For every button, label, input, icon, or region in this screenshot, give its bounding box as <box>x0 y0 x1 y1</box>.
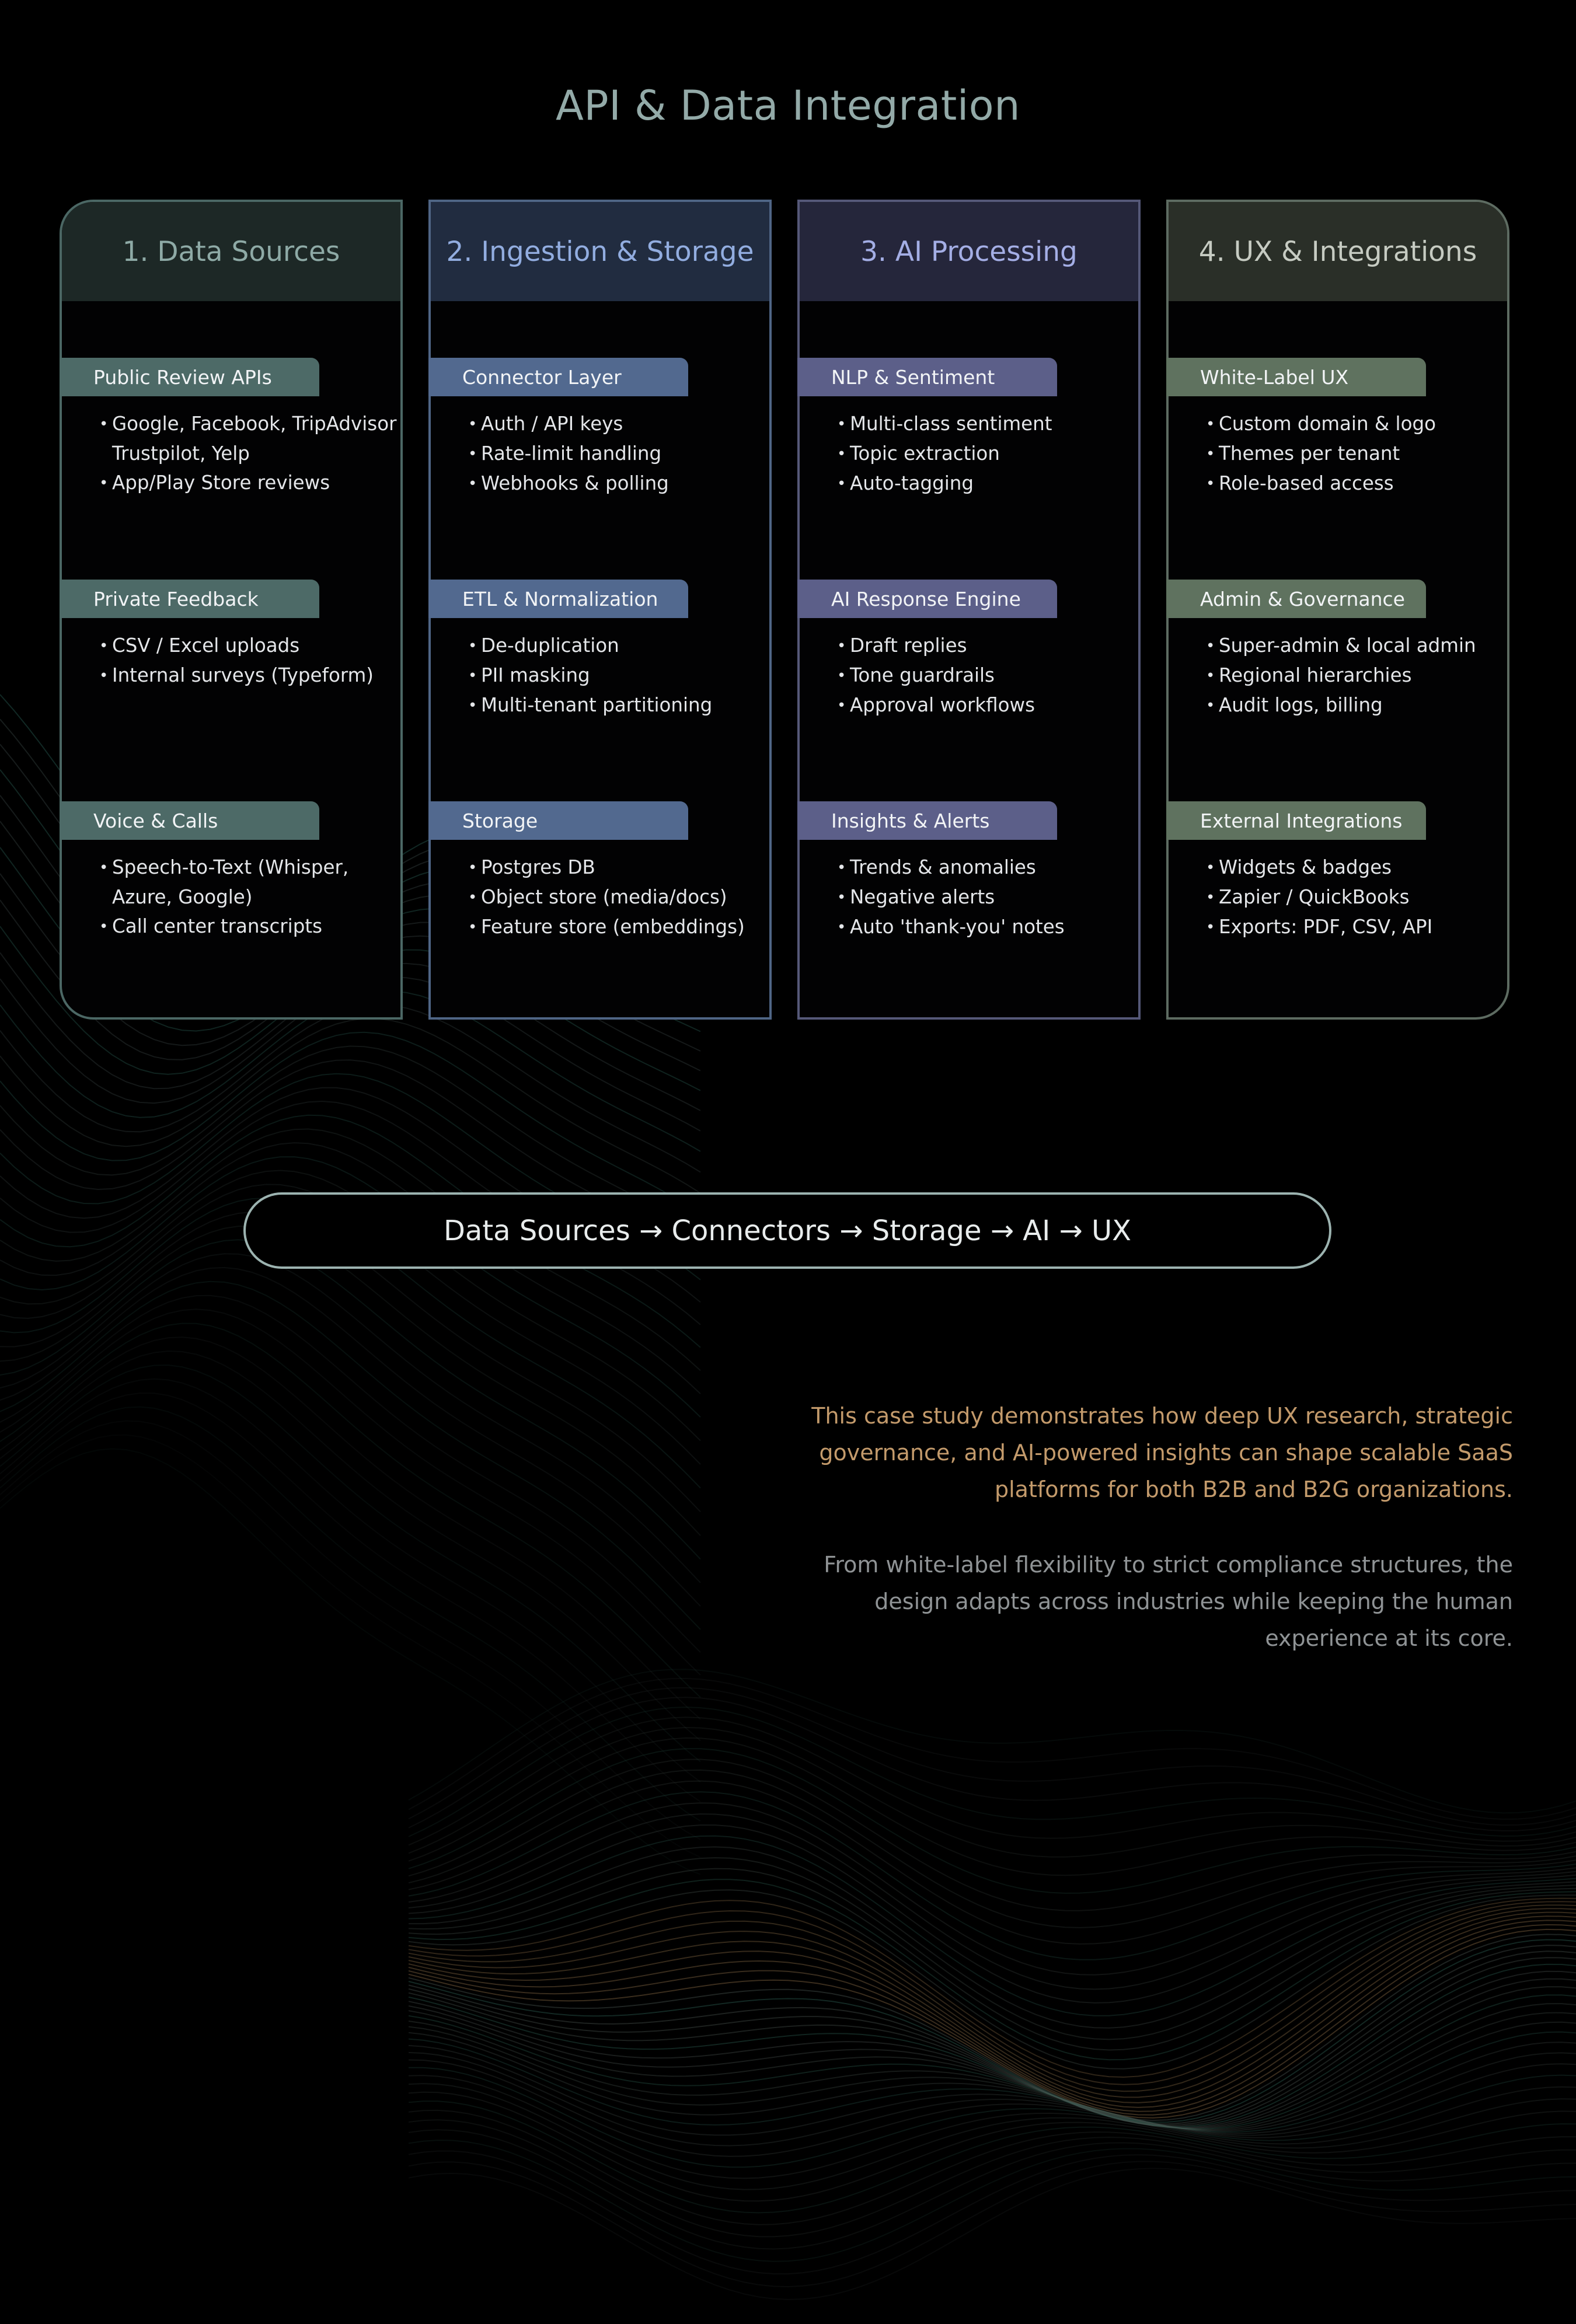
bullet-list <box>428 409 774 498</box>
column-ux-integrations <box>1166 200 1509 1020</box>
bullet-item: • Approval workflows <box>837 690 1143 720</box>
section-card <box>60 801 405 941</box>
section-tag: Voice & Calls <box>60 801 319 840</box>
section-card <box>797 358 1143 498</box>
pipeline-flow-banner: Data Sources → Connectors → Storage → AI → UX <box>243 1192 1331 1269</box>
bullet-list <box>428 853 774 942</box>
column-title: 2. Ingestion & Storage <box>431 202 769 301</box>
bullet-item: • Multi-class sentiment <box>837 409 1143 439</box>
bullet-item: • Topic extraction <box>837 439 1143 469</box>
column-ingestion-storage <box>428 200 772 1020</box>
section-tag: Storage <box>428 801 688 840</box>
bullet-item: • Tone guardrails <box>837 661 1143 690</box>
section-card <box>60 580 405 690</box>
page-title: API & Data Integration <box>556 82 1020 130</box>
column-title: 4. UX & Integrations <box>1169 202 1507 301</box>
bullet-list <box>60 631 405 690</box>
bullet-item: • Draft replies <box>837 631 1143 661</box>
bullet-item: • PII masking <box>468 661 774 690</box>
bullet-item: • Custom domain & logo <box>1206 409 1512 439</box>
bullet-item: • Speech-to-Text (Whisper, Azure, Google) <box>99 853 405 912</box>
bullet-item: • Call center transcripts <box>99 912 405 941</box>
bullet-item: • Auto 'thank-you' notes <box>837 912 1143 942</box>
section-tag: ETL & Normalization <box>428 580 688 618</box>
bullet-item: • Role-based access <box>1206 469 1512 498</box>
bullet-item: • Postgres DB <box>468 853 774 882</box>
case-study-summary: This case study demonstrates how deep UX research, strategic governance, and AI-powered insights can shape scalable SaaS platforms for both B2B and B2G organizations. <box>811 1403 1513 1502</box>
section-tag: Admin & Governance <box>1166 580 1426 618</box>
bullet-item: • Webhooks & polling <box>468 469 774 498</box>
section-card <box>1166 580 1512 720</box>
bullet-item: • Auto-tagging <box>837 469 1143 498</box>
section-card <box>1166 358 1512 498</box>
bullet-item: • Trends & anomalies <box>837 853 1143 882</box>
section-tag: External Integrations <box>1166 801 1426 840</box>
bullet-item: • Rate-limit handling <box>468 439 774 469</box>
section-tag: White-Label UX <box>1166 358 1426 396</box>
section-tag: NLP & Sentiment <box>797 358 1057 396</box>
bullet-list <box>1166 853 1512 942</box>
section-tag: AI Response Engine <box>797 580 1057 618</box>
section-card <box>1166 801 1512 942</box>
column-data-sources <box>60 200 403 1020</box>
column-title: 1. Data Sources <box>62 202 400 301</box>
bullet-list <box>1166 409 1512 498</box>
bullet-item: • Super-admin & local admin <box>1206 631 1512 661</box>
bullet-list <box>797 631 1143 720</box>
section-card <box>797 580 1143 720</box>
case-study-detail: From white-label flexibility to strict compliance structures, the design adapts across industries while keeping the human experience at its core. <box>824 1552 1513 1651</box>
bullet-list <box>60 853 405 941</box>
bullet-item: • CSV / Excel uploads <box>99 631 405 661</box>
bullet-item: • App/Play Store reviews <box>99 468 405 498</box>
section-tag: Connector Layer <box>428 358 688 396</box>
section-tag: Public Review APIs <box>60 358 319 396</box>
column-ai-processing <box>797 200 1141 1020</box>
section-card <box>60 358 405 498</box>
section-card <box>428 580 774 720</box>
section-card <box>428 358 774 498</box>
bullet-list <box>60 409 405 498</box>
bullet-item: • De-duplication <box>468 631 774 661</box>
bullet-item: • Regional hierarchies <box>1206 661 1512 690</box>
bullet-list <box>1166 631 1512 720</box>
bullet-item: • Themes per tenant <box>1206 439 1512 469</box>
bullet-item: • Exports: PDF, CSV, API <box>1206 912 1512 942</box>
bullet-list <box>797 409 1143 498</box>
section-tag: Insights & Alerts <box>797 801 1057 840</box>
section-tag: Private Feedback <box>60 580 319 618</box>
column-title: 3. AI Processing <box>800 202 1138 301</box>
bullet-item: • Multi-tenant partitioning <box>468 690 774 720</box>
bullet-item: • Google, Facebook, TripAdvisor Trustpilot, Yelp <box>99 409 405 468</box>
bullet-item: • Widgets & badges <box>1206 853 1512 882</box>
bullet-item: • Audit logs, billing <box>1206 690 1512 720</box>
bullet-list <box>428 631 774 720</box>
bullet-item: • Feature store (embeddings) <box>468 912 774 942</box>
bullet-item: • Negative alerts <box>837 882 1143 912</box>
bullet-list <box>797 853 1143 942</box>
section-card <box>797 801 1143 942</box>
bullet-item: • Zapier / QuickBooks <box>1206 882 1512 912</box>
bullet-item: • Object store (media/docs) <box>468 882 774 912</box>
bullet-item: • Internal surveys (Typeform) <box>99 661 405 690</box>
section-card <box>428 801 774 942</box>
bullet-item: • Auth / API keys <box>468 409 774 439</box>
